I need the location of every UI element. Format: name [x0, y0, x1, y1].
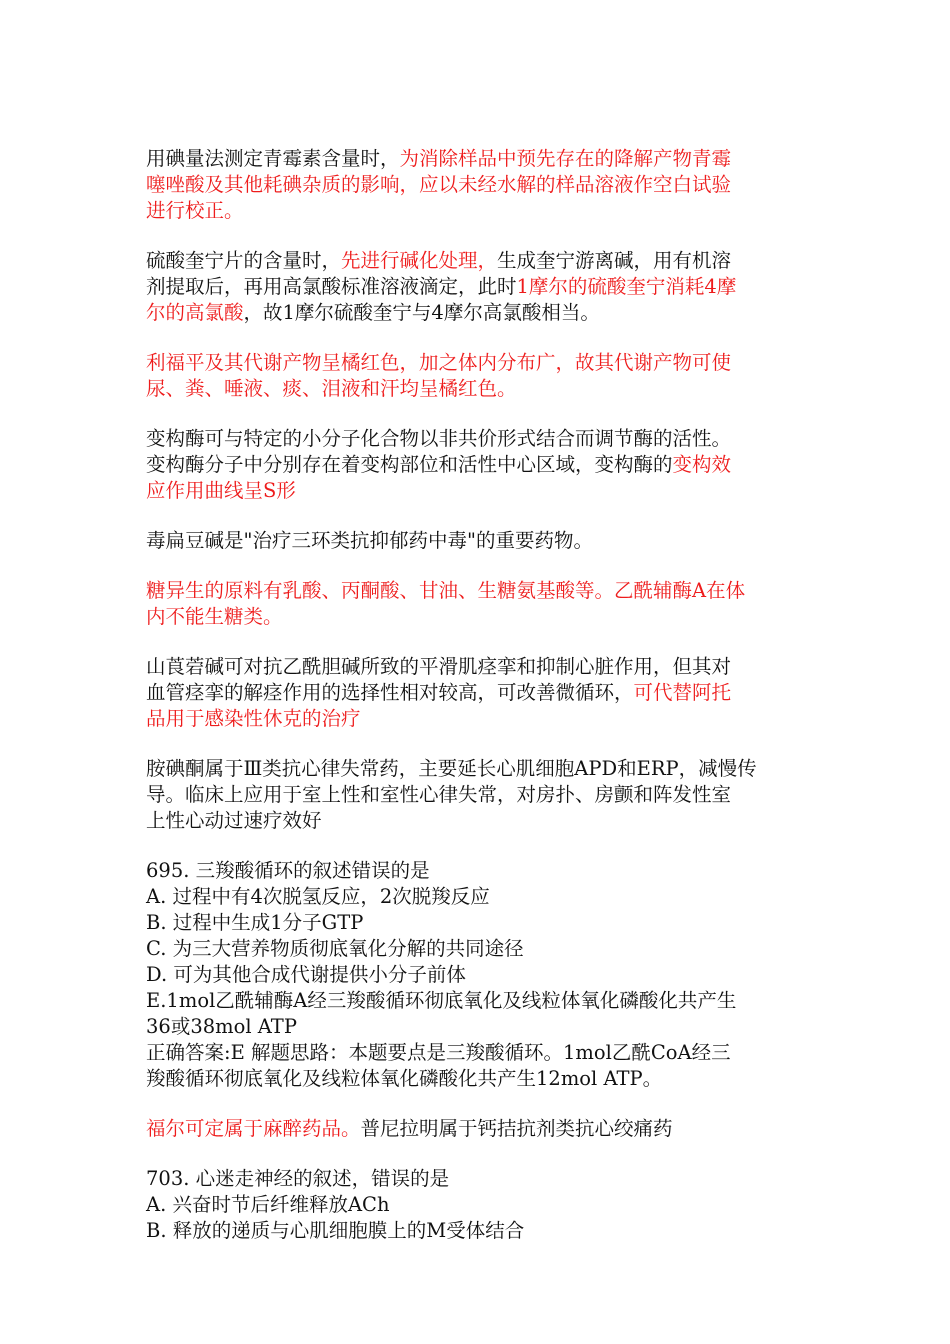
- text-line: 导。临床上应用于室上性和室性心律失常，对房扑、房颤和阵发性室: [146, 783, 732, 806]
- text-span: 用碘量法测定青霉素含量时，: [146, 147, 400, 170]
- option-b: B. 释放的递质与心肌细胞膜上的M受体结合: [146, 1219, 525, 1242]
- highlight-line: 噻唑酸及其他耗碘杂质的影响，应以未经水解的样品溶液作空白试验: [146, 173, 732, 196]
- text-span: 剂提取后，再用高氯酸标准溶液滴定，此时: [146, 275, 517, 298]
- option-e-continued: 36或38mol ATP: [146, 1015, 297, 1038]
- option-a: A. 过程中有4次脱氢反应，2次脱羧反应: [146, 885, 490, 908]
- option-c: C. 为三大营养物质彻底氧化分解的共同途径: [146, 937, 524, 960]
- text-span: 血管痉挛的解痉作用的选择性相对较高，可改善微循环，: [146, 681, 634, 704]
- paragraph-amiodarone: [146, 756, 810, 834]
- text-line: [146, 1116, 810, 1142]
- text-span: 生成奎宁游离碱，用有机溶: [497, 249, 732, 272]
- text-span: 普尼拉明属于钙拮抗剂类抗心绞痛药: [360, 1117, 673, 1140]
- highlight-line: 内不能生糖类。: [146, 605, 283, 628]
- question-695: [146, 858, 810, 1092]
- paragraph-quinine-sulfate: [146, 248, 810, 326]
- paragraph-allosteric-enzyme: [146, 426, 810, 504]
- question-703: [146, 1166, 810, 1244]
- text-span: 硫酸奎宁片的含量时，: [146, 249, 342, 272]
- text-line: [146, 680, 810, 706]
- answer-explanation-continued: 羧酸循环彻底氧化及线粒体氧化磷酸化共产生12mol ATP。: [146, 1067, 663, 1090]
- highlight-line: 尿、粪、唾液、痰、泪液和汗均呈橘红色。: [146, 377, 517, 400]
- highlight-span: 福尔可定属于麻醉药品。: [146, 1117, 361, 1140]
- paragraph-gluconeogenesis: [146, 578, 810, 630]
- text-span: 变构酶分子中分别存在着变构部位和活性中心区域，变构酶的: [146, 453, 673, 476]
- highlight-span: 先进行碱化处理，: [341, 249, 498, 272]
- highlight-line: 利福平及其代谢产物呈橘红色，加之体内分布广，故其代谢产物可使: [146, 351, 732, 374]
- option-a: A. 兴奋时节后纤维释放ACh: [146, 1193, 390, 1216]
- text-line: 毒扁豆碱是"治疗三环类抗抑郁药中毒"的重要药物。: [146, 529, 593, 552]
- highlight-line: 糖异生的原料有乳酸、丙酮酸、甘油、生糖氨基酸等。乙酰辅酶A在体: [146, 579, 746, 602]
- highlight-span: 尔的高氯酸: [146, 301, 244, 324]
- text-line: [146, 300, 810, 326]
- option-d: D. 可为其他合成代谢提供小分子前体: [146, 963, 466, 986]
- question-stem: 703. 心迷走神经的叙述，错误的是: [146, 1167, 450, 1190]
- text-line: [146, 248, 810, 274]
- document-body: [146, 146, 810, 1268]
- paragraph-rifampicin: [146, 350, 810, 402]
- highlight-line: 应作用曲线呈S形: [146, 479, 296, 502]
- text-line: [146, 146, 810, 172]
- text-line: 山莨菪碱可对抗乙酰胆碱所致的平滑肌痉挛和抑制心脏作用，但其对: [146, 655, 732, 678]
- highlight-span: 可代替阿托: [633, 681, 732, 704]
- text-span: ，故1摩尔硫酸奎宁与4摩尔高氯酸相当。: [243, 301, 600, 324]
- text-line: 变构酶可与特定的小分子化合物以非共价形式结合而调节酶的活性。: [146, 427, 732, 450]
- option-e: E.1mol乙酰辅酶A经三羧酸循环彻底氧化及线粒体氧化磷酸化共产生: [146, 989, 737, 1012]
- highlight-line: 进行校正。: [146, 199, 244, 222]
- text-line: [146, 452, 810, 478]
- paragraph-physostigmine: [146, 528, 810, 554]
- question-stem: 695. 三羧酸循环的叙述错误的是: [146, 859, 430, 882]
- text-line: [146, 274, 810, 300]
- highlight-span: 1摩尔的硫酸奎宁消耗4摩: [516, 275, 737, 298]
- highlight-line: 品用于感染性休克的治疗: [146, 707, 361, 730]
- highlight-span: 变构效: [672, 453, 732, 476]
- text-line: 上性心动过速疗效好: [146, 809, 322, 832]
- paragraph-anisodamine: [146, 654, 810, 732]
- highlight-span: 为消除样品中预先存在的降解产物青霉: [399, 147, 732, 170]
- paragraph-penicillin-iodometry: [146, 146, 810, 224]
- paragraph-pholcodine: [146, 1116, 810, 1142]
- text-line: 胺碘酮属于Ⅲ类抗心律失常药，主要延长心肌细胞APD和ERP，减慢传: [146, 757, 757, 780]
- answer-explanation: 正确答案:E 解题思路：本题要点是三羧酸循环。1mol乙酰CoA经三: [146, 1041, 731, 1064]
- option-b: B. 过程中生成1分子GTP: [146, 911, 364, 934]
